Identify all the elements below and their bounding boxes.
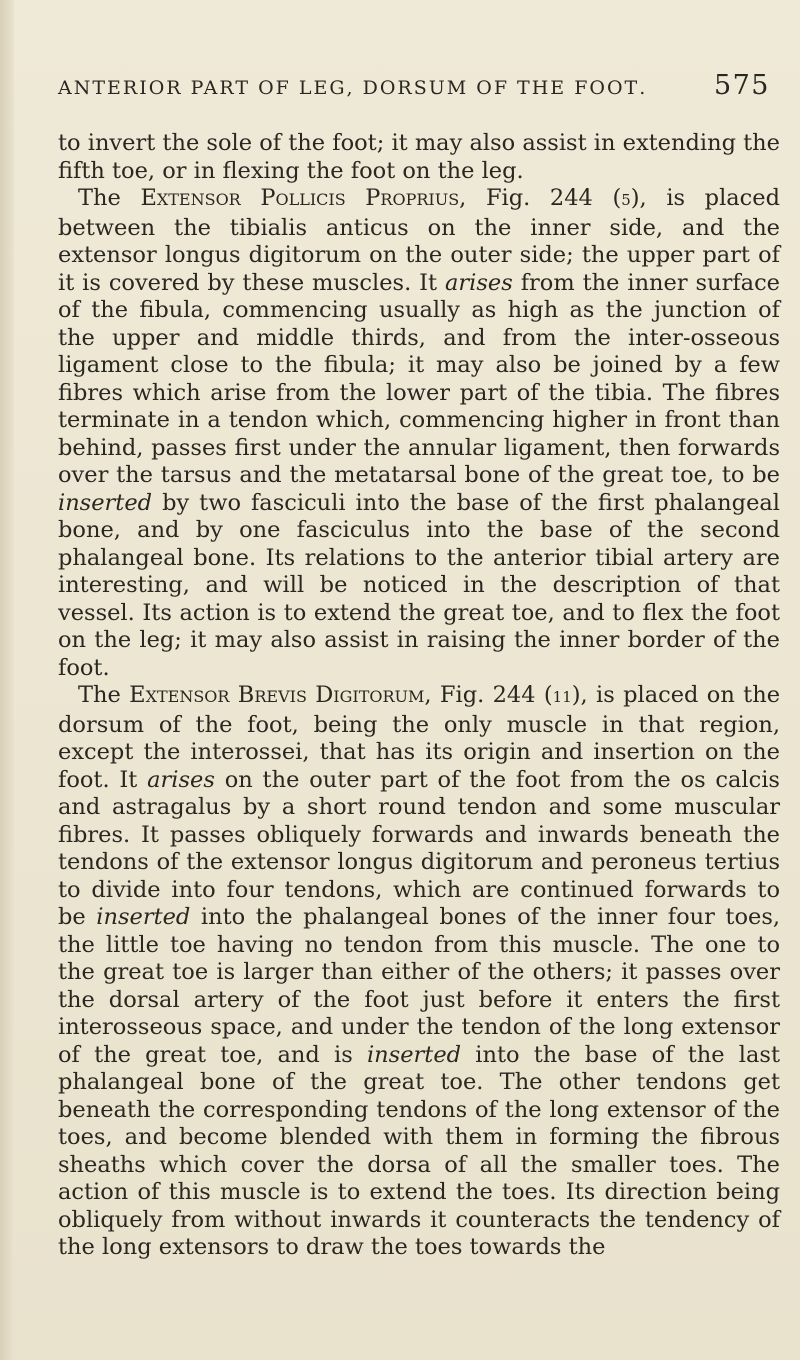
- running-title: anterior part of leg, dorsum of the foot.: [58, 70, 648, 101]
- p2-after-arises: from the inner surface of the fibula, commencing usually as high as the junction of the upper and middle thirds, and from the inter-osseous ligament close to the fibula; it may also be joined by a few fibres which arise from the lower part of the tibia. The fibres terminate in a tendon which, commencing higher in front than behind, passes first under the annular ligament, then forwards over the tarsus and the metatarsal bone of the great toe, to be: [58, 269, 780, 488]
- paragraph-extensor-brevis: [58, 682, 780, 1262]
- p3-arises: arises: [147, 766, 215, 793]
- p3-fig-ref: Fig. 244 (: [439, 682, 553, 708]
- muscle-name-extensor-brevis: Extensor Brevis Digitorum,: [129, 682, 432, 708]
- p3-after-inserted: into the phalangeal bones of the inner four toes, the little toe having no tendon from this muscle. The one to the great toe is larger than either of the others; it passes over the dorsal artery of the foot just before it enters the first interosseous space, and under the tendon of the long extensor of the great toe, and is: [58, 904, 781, 1068]
- p1-text: to invert the sole of the foot; it may also assist in extending the fifth toe, or in flexing the foot on the leg.: [58, 130, 780, 184]
- p3-after-arises: on the outer part of the foot from the os calcis and astragalus by a short round tendon and some muscular fibres. It passes obliquely forwards and inwards beneath the tendons of the extensor longus digitorum and peroneus tertius to divide into four tendons, which are continued forwards to be: [58, 766, 780, 930]
- p2-fig-num: 5: [621, 191, 631, 209]
- paragraph-extensor-pollicis: [58, 185, 780, 682]
- muscle-name-extensor-pollicis: Extensor Pollicis Proprius,: [140, 185, 467, 211]
- p2-after-inserted: by two fasciculi into the base of the first phalangeal bone, and by one fasciculus into the base of the second phalangeal bone. Its relations to the anterior tibial artery are interesting, and will be noticed in the description of that vessel. Its action is to extend the great toe, and to flex the foot on the leg; it may also assist in raising the inner border of the foot.: [58, 489, 781, 681]
- p3-inserted: inserted: [96, 904, 191, 930]
- page-number: 575: [713, 70, 770, 101]
- p3-inserted-2: inserted: [366, 1041, 462, 1068]
- p2-the: The: [78, 185, 121, 211]
- p3-after-fig: ), is placed on the dorsum of the foot, being the only muscle in that region, except the interossei, that has its origin and insertion on the foot. It: [58, 682, 781, 793]
- p2-inserted: inserted: [58, 489, 153, 516]
- p3-the: The: [78, 682, 121, 708]
- p2-after-fig: ), is placed between the tibialis anticus on the inner side, and the extensor longus digitorum on the outer side; the upper part of it is covered by these muscles. It: [58, 185, 780, 296]
- p2-arises: arises: [445, 269, 513, 296]
- page-binding-edge: [0, 0, 14, 1360]
- p3-after-inserted-2: into the base of the last phalangeal bone of the great toe. The other tendons get beneath the corresponding tendons of the long extensor of the toes, and become blended with them in forming the fibrous sheaths which cover the dorsa of all the smaller toes. The action of this muscle is to extend the toes. Its direction being obliquely from without inwards it counteracts the tendency of the long extensors to draw the toes towards the: [58, 1041, 780, 1260]
- p2-fig-ref: Fig. 244 (: [485, 185, 622, 211]
- running-header: [58, 70, 770, 101]
- p3-fig-num: 11: [552, 688, 572, 706]
- paragraph-continuation: [58, 130, 780, 185]
- body-text: [58, 130, 780, 1262]
